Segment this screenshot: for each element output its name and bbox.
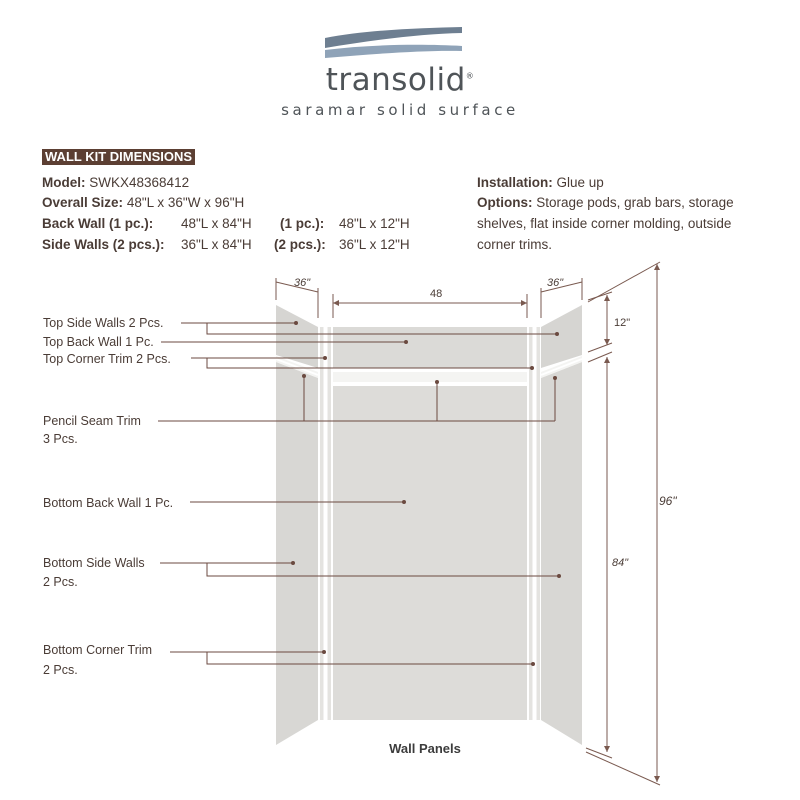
brand-tagline: saramar solid surface: [281, 101, 519, 119]
label-bottom-side-walls-count: 2 Pcs.: [43, 575, 78, 589]
options-line-1: Options: Storage pods, grab bars, storage: [477, 195, 734, 210]
top-back-wall: [333, 327, 527, 368]
label-bottom-corner-trim: Bottom Corner Trim: [43, 643, 153, 657]
label-top-side-walls: Top Side Walls 2 Pcs.: [43, 316, 164, 330]
dim-total-height: 96": [659, 494, 677, 508]
dim-top-height: 12": [614, 317, 631, 329]
label-bottom-back-wall: Bottom Back Wall 1 Pc.: [43, 496, 174, 510]
spec-back-top-label: (1 pc.):: [280, 216, 325, 231]
dim-bottom-height: 84": [612, 557, 629, 569]
options-line-3: corner trims.: [477, 237, 553, 252]
label-bottom-corner-trim-count: 2 Pcs.: [43, 663, 78, 677]
spec-side-walls: Side Walls (2 pcs.):: [42, 237, 165, 252]
install-info: Installation: Glue up: [477, 175, 604, 190]
spec-overall-size: Overall Size: 48"L x 36"W x 96"H: [42, 195, 245, 210]
dim-right-width: 36": [547, 277, 564, 289]
spec-side-walls-value: 36"L x 84"H: [181, 237, 252, 252]
spec-back-wall-value: 48"L x 84"H: [181, 216, 252, 231]
pencil-seam-back: [333, 372, 527, 382]
bottom-left-side-wall: [276, 362, 318, 745]
brand-name: transolid®: [325, 62, 475, 98]
bottom-back-wall: [333, 386, 527, 720]
wall-kit-dimensions-banner: WALL KIT DIMENSIONS: [42, 149, 195, 165]
dim-back-width: 48: [430, 288, 443, 300]
options-line-2: shelves, flat inside corner molding, outside: [477, 216, 732, 231]
label-pencil-seam-trim: Pencil Seam Trim: [43, 414, 141, 428]
label-bottom-side-walls: Bottom Side Walls: [43, 556, 145, 570]
dim-left-width: 36": [294, 277, 311, 289]
diagram-caption: Wall Panels: [389, 741, 461, 756]
spec-back-top-value: 48"L x 12"H: [339, 216, 410, 231]
bottom-right-side-wall: [541, 362, 582, 745]
spec-back-wall: Back Wall (1 pc.):: [42, 216, 154, 231]
spec-side-top-value: 36"L x 12"H: [339, 237, 410, 252]
spec-model: Model: SWKX48368412: [42, 175, 190, 190]
spec-side-top-label: (2 pcs.):: [274, 237, 326, 252]
label-pencil-seam-count: 3 Pcs.: [43, 432, 78, 446]
label-top-corner-trim: Top Corner Trim 2 Pcs.: [43, 352, 171, 366]
label-top-back-wall: Top Back Wall 1 Pc.: [43, 335, 154, 349]
